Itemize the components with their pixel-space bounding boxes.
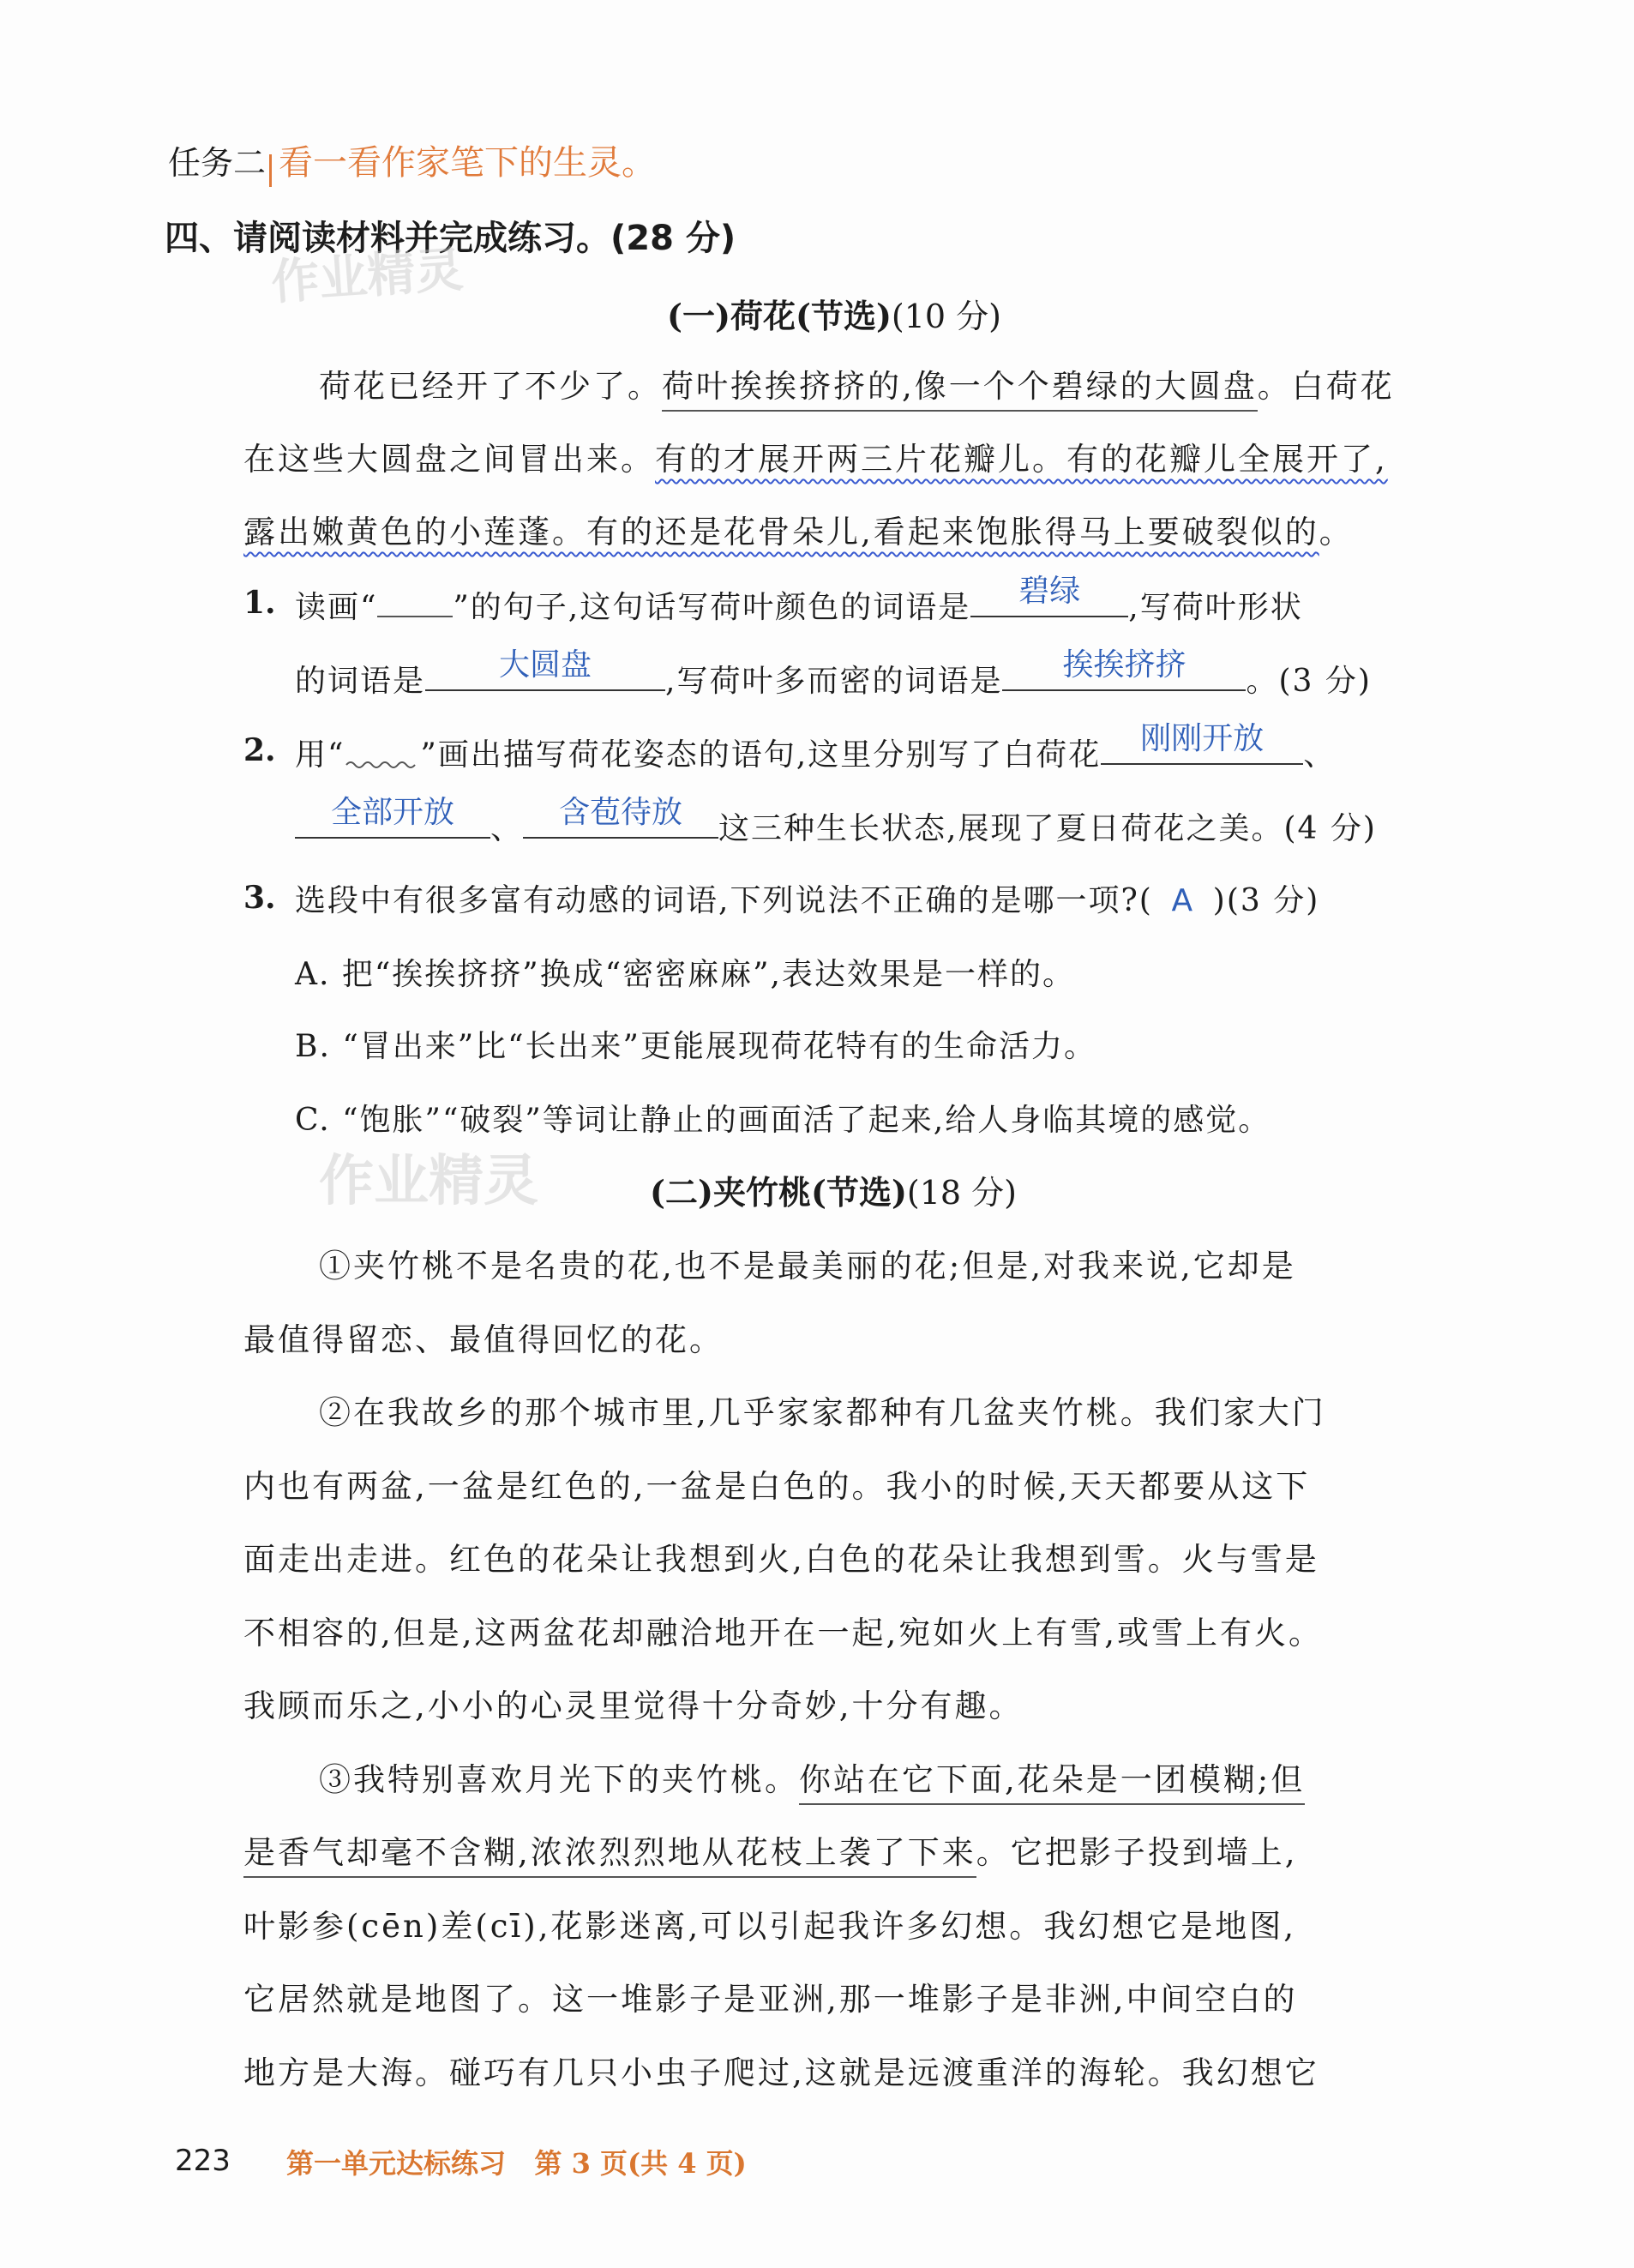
q2-text-d: 这三种生长状态,展现了夏日荷花之美。(4 分) — [718, 811, 1377, 846]
part2-p3-line-5: 地方是大海。碰巧有几只小虫子爬过,这就是远渡重洋的海轮。我幻想它 — [243, 2054, 1319, 2091]
q2-number: 2. — [243, 732, 276, 768]
q1-text-a: 读画“ — [295, 590, 378, 625]
q2-separator: 、 — [490, 811, 524, 846]
footer-title: 第一单元达标练习 第 3 页(共 4 页) — [286, 2147, 747, 2180]
part2-underlined-b: 是香气却毫不含糊,浓浓烈烈地从花枝上袭了下来 — [243, 1834, 976, 1878]
part2-p2-line-3: 面走出走进。红色的花朵让我想到火,白色的花朵让我想到雪。火与雪是 — [243, 1541, 1319, 1578]
part2-p1-line-1: ①夹竹桃不是名贵的花,也不是最美丽的花;但是,对我来说,它却是 — [319, 1248, 1296, 1284]
part2-p2-line-4: 不相容的,但是,这两盆花却融洽地开在一起,宛如火上有雪,或雪上有火。 — [243, 1615, 1324, 1651]
part1-wavy-sentence-1: 有的才展开两三片花瓣儿。有的花瓣儿全展开了, — [655, 441, 1388, 478]
q2-line-2 — [295, 795, 1377, 848]
q2-answer-3: 含苞待放 — [559, 795, 683, 830]
watermark-top: 作业精灵 — [269, 242, 466, 311]
q1-text-b: ”的句子,这句话写荷叶颜色的词语是 — [453, 590, 971, 625]
q3-option-a: A. 把“挨挨挤挤”换成“密密麻麻”,表达效果是一样的。 — [295, 957, 1075, 992]
task-title: 看一看作家笔下的生灵。 — [279, 143, 657, 183]
q1-line-2 — [295, 647, 1372, 701]
section-heading: 四、请阅读材料并完成练习。(28 分) — [165, 219, 736, 258]
part1-line-3 — [243, 506, 1354, 552]
q1-text-e: ,写荷叶多而密的词语是 — [665, 664, 1003, 699]
q3-stem — [295, 876, 1319, 920]
part2-underlined-a: 你站在它下面,花朵是一团模糊;但 — [799, 1761, 1305, 1805]
task-label: 任务二 — [168, 144, 267, 182]
part2-p3-line-1 — [319, 1754, 1305, 1800]
q2-answer-1: 刚刚开放 — [1140, 721, 1265, 756]
q2-answer-3-blank[interactable] — [523, 795, 718, 839]
task-divider — [269, 154, 272, 187]
q2-answer-2-blank[interactable] — [295, 795, 490, 839]
q2-answer-1-blank[interactable] — [1101, 721, 1303, 765]
q3-option-b: B. “冒出来”比“长出来”更能展现荷花特有的生命活力。 — [295, 1029, 1096, 1064]
part1-line-1 — [319, 360, 1395, 406]
part2-p3-line-4: 它居然就是地图了。这一堆影子是亚洲,那一堆影子是非洲,中间空白的 — [243, 1981, 1298, 2018]
part1-title — [667, 290, 1001, 337]
part2-p3-line-3: 叶影参(cēn)差(cī),花影迷离,可以引起我许多幻想。我幻想它是地图, — [243, 1908, 1297, 1945]
q1-line-1 — [295, 574, 1303, 627]
q1-answer-3-blank[interactable] — [1002, 647, 1246, 691]
page-number: 223 — [175, 2144, 231, 2178]
part1-wavy-sentence-2: 露出嫩黄色的小莲蓬。有的还是花骨朵儿,看起来饱胀得马上要破裂似的 — [243, 514, 1319, 550]
q3-answer[interactable]: A — [1171, 883, 1195, 918]
part2-p2-line-2: 内也有两盆,一盆是红色的,一盆是白色的。我小的时候,天天都要从这下 — [243, 1468, 1311, 1505]
q1-answer-3: 挨挨挤挤 — [1062, 647, 1186, 683]
part2-p1-line-2: 最值得留恋、最值得回忆的花。 — [243, 1321, 724, 1358]
part1-underlined-sentence: 荷叶挨挨挤挤的,像一个个碧绿的大圆盘 — [662, 368, 1258, 412]
part1-line-1-end: 。白荷花 — [1257, 368, 1395, 405]
q1-text-d: 的词语是 — [295, 664, 426, 699]
part1-line-2 — [243, 433, 1388, 479]
q3-points: )(3 分) — [1212, 883, 1320, 918]
part2-p3-line-2 — [243, 1826, 1298, 1873]
q3-stem-text: 选段中有很多富有动感的词语,下列说法不正确的是哪一项?( — [295, 883, 1153, 918]
part1-line-1-start: 荷花已经开了不少了。 — [319, 368, 662, 405]
q2-text-b: ”画出描写荷花姿态的语句,这里分别写了白荷花 — [420, 737, 1102, 773]
part2-points: (18 分) — [906, 1174, 1018, 1212]
q3-option-c: C. “饱胀”“破裂”等词让静止的画面活了起来,给人身临其境的感觉。 — [295, 1103, 1271, 1138]
part2-p2-line-1: ②在我故乡的那个城市里,几乎家家都种有几盆夹竹桃。我们家大门 — [319, 1394, 1326, 1431]
q1-text-c: ,写荷叶形状 — [1128, 590, 1303, 625]
q3-number: 3. — [243, 880, 276, 916]
part2-p3-line-1-start: ③我特别喜欢月光下的夹竹桃。 — [319, 1761, 799, 1798]
q2-line-1 — [295, 721, 1337, 774]
part2-p3-line-2-end: 。它把影子投到墙上, — [976, 1834, 1298, 1871]
q2-answer-2: 全部开放 — [330, 795, 454, 830]
q1-answer-2: 大圆盘 — [499, 647, 592, 683]
q2-wavy-line-sample — [345, 731, 420, 765]
part1-points: (10 分) — [891, 298, 1002, 335]
part2-title — [650, 1166, 1017, 1213]
part1-line-2-start: 在这些大圆盘之间冒出来。 — [243, 441, 655, 478]
q1-straight-line-sample — [377, 581, 453, 617]
part1-title-text: (一)荷花(节选) — [667, 297, 892, 335]
q1-answer-2-blank[interactable] — [425, 647, 665, 691]
q2-text-c: 、 — [1303, 737, 1337, 773]
q1-number: 1. — [243, 585, 276, 621]
part1-line-3-end: 。 — [1319, 514, 1354, 550]
part2-p2-line-5: 我顾而乐之,小小的心灵里觉得十分奇妙,十分有趣。 — [243, 1687, 1024, 1724]
part2-title-text: (二)夹竹桃(节选) — [650, 1173, 907, 1212]
task-header — [168, 135, 656, 187]
q1-answer-1-blank[interactable] — [970, 574, 1128, 617]
q2-text-a: 用“ — [295, 737, 345, 773]
q1-answer-1: 碧绿 — [1018, 574, 1081, 609]
watermark-middle: 作业精灵 — [319, 1150, 538, 1213]
q1-points: 。(3 分) — [1246, 664, 1372, 699]
wavy-line-icon — [345, 736, 420, 770]
